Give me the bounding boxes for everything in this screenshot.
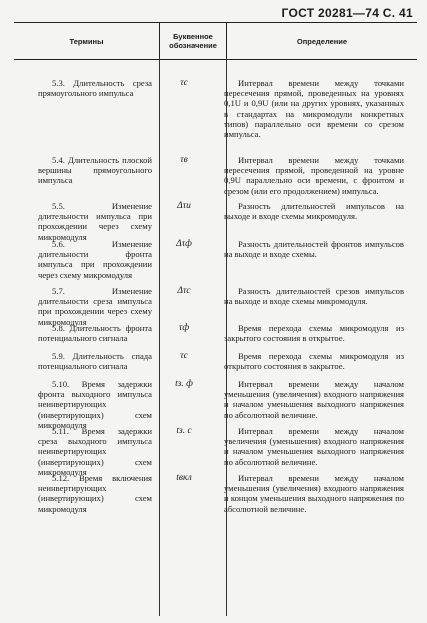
definition-cell: Время перехода схемы микромодуля из закрытого состояния в открытое. bbox=[224, 323, 404, 344]
definition-cell: Интервал времени между началом уменьшения (увеличения) входного напряжения и концом уменьшения выходного напряжения по абсолютной величине. bbox=[224, 473, 404, 514]
symbol-cell: τс bbox=[180, 78, 188, 88]
table-header bbox=[14, 22, 417, 60]
definition-cell: Интервал времени между началом увеличения (уменьшения) входного напряжения и началом уменьшения выходного напряжения по абсолютной величине. bbox=[224, 426, 404, 467]
term-cell: 5.8. Длительность фронта потенциального сигнала bbox=[38, 323, 152, 344]
symbol-cell: τф bbox=[178, 323, 190, 333]
term-cell: 5.9. Длительность спада потенциального сигнала bbox=[38, 351, 152, 372]
definition-cell: Разность длительностей импульсов на выходе и входе схемы микромодуля. bbox=[224, 201, 404, 222]
terms-table bbox=[14, 22, 417, 60]
term-cell: 5.7. Изменение длительности среза импульса при прохождении через схему микромодуля bbox=[38, 286, 152, 327]
definition-cell: Интервал времени между началом уменьшения (увеличения) входного напряжения и началом уменьшения выходного напряжения по абсолютной величине. bbox=[224, 379, 404, 420]
symbol-cell: Δτи bbox=[177, 201, 191, 211]
term-cell: 5.5. Изменение длительности импульса при прохождении через схему микромодуля bbox=[38, 201, 152, 242]
definition-cell: Разность длительностей фронтов импульсов на выходе и входе схемы. bbox=[224, 239, 404, 260]
symbol-cell: Δτф bbox=[176, 239, 192, 249]
symbol-cell: Δτс bbox=[177, 286, 191, 296]
definition-cell: Время перехода схемы микромодуля из открытого состояния в закрытое. bbox=[224, 351, 404, 372]
column-header-definition: Определение bbox=[296, 36, 348, 46]
column-divider bbox=[159, 58, 160, 616]
symbol-cell: τс bbox=[180, 351, 188, 361]
column-header-symbol: Буквенное обозначение bbox=[160, 23, 227, 59]
symbol-cell: tз. с bbox=[176, 426, 192, 436]
term-cell: 5.3. Длительность среза прямоугольного импульса bbox=[38, 78, 152, 99]
definition-cell: Разность длительностей срезов импульсов на выходе и входе схемы микромодуля. bbox=[224, 286, 404, 307]
column-header-term: Термины bbox=[14, 23, 160, 59]
term-cell: 5.4. Длительность плоской вершины прямоугольного импульса bbox=[38, 155, 152, 186]
symbol-cell: tвкл bbox=[176, 473, 192, 483]
term-cell: 5.6. Изменение длительности фронта импульса при прохождении через схему микромодуля bbox=[38, 239, 152, 280]
term-cell: 5.11. Время задержки среза выходного импульса неинвертирующих (инвертирующих) схем микромодуля bbox=[38, 426, 152, 477]
symbol-cell: τв bbox=[180, 155, 188, 165]
term-cell: 5.12. Время включения неинвертирующих (инвертирующих) схем микромодуля bbox=[38, 473, 152, 514]
page-header: ГОСТ 20281—74 С. 41 bbox=[281, 6, 413, 20]
term-cell: 5.10. Время задержки фронта выходного импульса неинвертирующих (инвертирующих) схем микромодуля bbox=[38, 379, 152, 430]
symbol-cell: tз. ф bbox=[175, 379, 193, 389]
definition-cell: Интервал времени между точками пересечения прямой, проведенных на уровнях 0,1U и 0,9U (или на других уровнях, указанных в стандартах на микромодули конкретных типов) параллельно оси времени со срезом импульса. bbox=[224, 78, 404, 140]
definition-cell: Интервал времени между точками пересечения прямой, проведенной на уровне 0,9U параллельно оси времени, с фронтом и срезом (или его продолжением) импульса. bbox=[224, 155, 404, 196]
